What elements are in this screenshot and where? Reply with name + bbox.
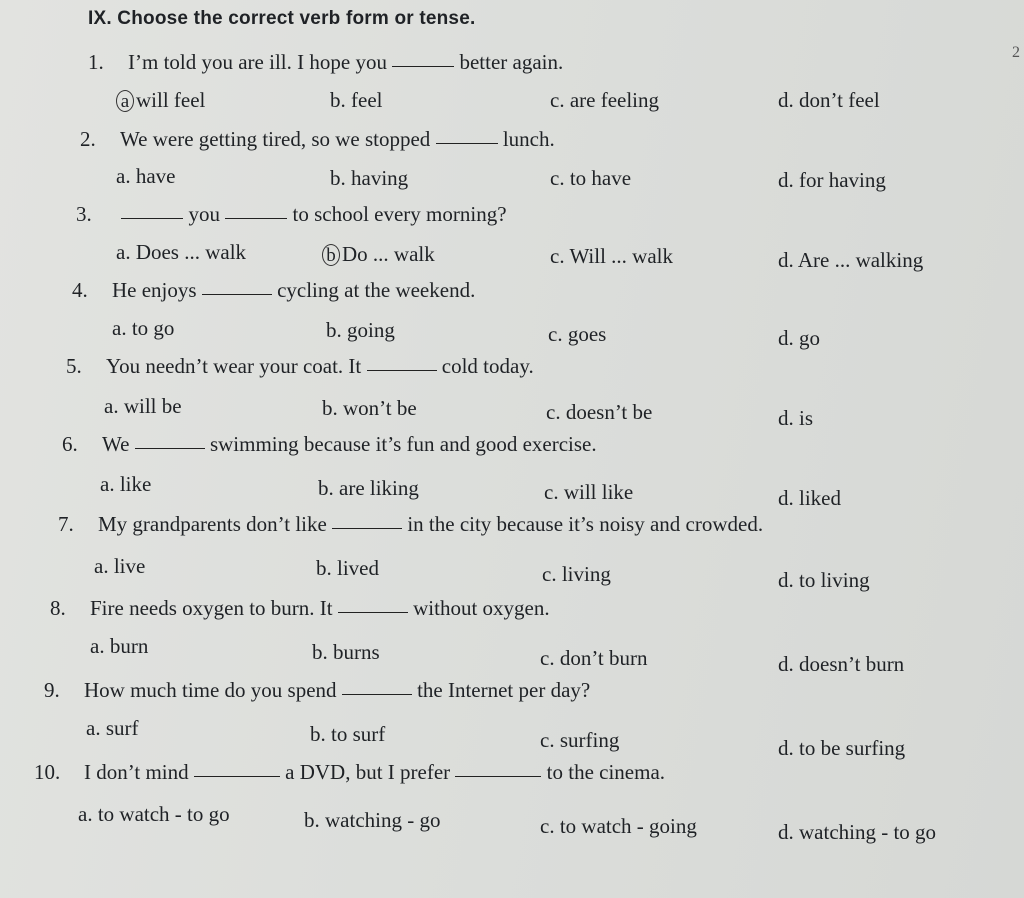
- question-6: [62, 432, 597, 457]
- section-heading: IX. Choose the correct verb form or tense.: [88, 8, 476, 29]
- option-b[interactable]: b. won’t be: [322, 396, 417, 420]
- option-c[interactable]: c. living: [542, 562, 611, 586]
- option-a[interactable]: a. live: [94, 554, 146, 578]
- option-a[interactable]: a. to go: [112, 316, 175, 340]
- answer-blank: [455, 776, 541, 777]
- circled-answer-mark: a: [116, 90, 134, 112]
- question-text: the Internet per day?: [417, 678, 591, 702]
- question-text: cold today.: [441, 354, 534, 378]
- answer-blank: [332, 528, 402, 529]
- question-number: 7.: [58, 512, 74, 536]
- option-d[interactable]: d. to living: [778, 568, 870, 592]
- question-text: you: [188, 202, 220, 226]
- option-d[interactable]: d. is: [778, 406, 814, 430]
- answer-blank: [225, 218, 287, 219]
- option-a[interactable]: a. have: [116, 164, 176, 188]
- question-number: 2.: [80, 127, 96, 151]
- option-b[interactable]: b. going: [326, 318, 395, 342]
- option-a[interactable]: a. like: [100, 472, 152, 496]
- question-10: [34, 760, 665, 785]
- option-b[interactable]: b. feel: [330, 88, 383, 112]
- option-text: Do ... walk: [342, 242, 435, 266]
- question-text: I don’t mind: [84, 760, 189, 784]
- question-text: swimming because it’s fun and good exercise.: [209, 432, 597, 456]
- answer-blank: [121, 218, 183, 219]
- option-b[interactable]: [322, 242, 435, 267]
- option-d[interactable]: d. watching - to go: [778, 820, 937, 844]
- option-c[interactable]: c. will like: [544, 480, 634, 504]
- option-a[interactable]: a. burn: [90, 634, 149, 658]
- option-b[interactable]: b. are liking: [318, 476, 419, 500]
- answer-blank: [135, 448, 205, 449]
- option-b[interactable]: b. to surf: [310, 722, 386, 746]
- question-text: You needn’t wear your coat. It: [106, 354, 362, 378]
- question-text: in the city because it’s noisy and crowded.: [407, 512, 764, 536]
- option-d[interactable]: d. go: [778, 326, 820, 350]
- option-b[interactable]: b. having: [330, 166, 409, 190]
- question-text: to the cinema.: [546, 760, 666, 784]
- circled-answer-mark: b: [322, 244, 340, 266]
- answer-blank: [194, 776, 280, 777]
- option-b[interactable]: b. lived: [316, 556, 379, 580]
- question-7: [58, 512, 763, 537]
- question-number: 8.: [50, 596, 66, 620]
- option-d[interactable]: d. liked: [778, 486, 841, 510]
- option-b[interactable]: b. watching - go: [304, 808, 441, 832]
- question-number: 1.: [88, 50, 104, 74]
- question-2: [80, 127, 555, 152]
- question-5: [66, 354, 534, 379]
- question-text: I’m told you are ill. I hope you: [128, 50, 387, 74]
- answer-blank: [338, 612, 408, 613]
- option-b[interactable]: b. burns: [312, 640, 380, 664]
- answer-blank: [392, 66, 454, 67]
- option-c[interactable]: c. to watch - going: [540, 814, 697, 838]
- option-c[interactable]: c. goes: [548, 322, 607, 346]
- option-a[interactable]: [116, 88, 205, 113]
- question-text: lunch.: [502, 127, 555, 151]
- question-number: 3.: [76, 202, 92, 226]
- question-number: 6.: [62, 432, 78, 456]
- option-a[interactable]: a. will be: [104, 394, 182, 418]
- question-1: [88, 50, 563, 75]
- question-text: to school every morning?: [292, 202, 507, 226]
- page-mark: 2: [1012, 44, 1020, 61]
- option-d[interactable]: d. to be surfing: [778, 736, 906, 760]
- question-text: better again.: [459, 50, 564, 74]
- answer-blank: [342, 694, 412, 695]
- question-number: 4.: [72, 278, 88, 302]
- option-c[interactable]: c. don’t burn: [540, 646, 648, 670]
- answer-blank: [202, 294, 272, 295]
- option-c[interactable]: c. Will ... walk: [550, 244, 673, 268]
- option-d[interactable]: d. doesn’t burn: [778, 652, 905, 676]
- option-c[interactable]: c. to have: [550, 166, 632, 190]
- option-text: will feel: [136, 88, 206, 112]
- option-a[interactable]: a. to watch - to go: [78, 802, 230, 826]
- option-c[interactable]: c. are feeling: [550, 88, 660, 112]
- question-text: cycling at the weekend.: [277, 278, 476, 302]
- question-4: [72, 278, 475, 303]
- question-text: a DVD, but I prefer: [285, 760, 451, 784]
- option-d[interactable]: d. don’t feel: [778, 88, 880, 112]
- question-text: We: [102, 432, 130, 456]
- option-a[interactable]: a. Does ... walk: [116, 240, 247, 264]
- question-text: We were getting tired, so we stopped: [120, 127, 431, 151]
- question-number: 5.: [66, 354, 82, 378]
- option-d[interactable]: d. for having: [778, 168, 886, 192]
- option-c[interactable]: c. surfing: [540, 728, 620, 752]
- answer-blank: [367, 370, 437, 371]
- question-text: How much time do you spend: [84, 678, 337, 702]
- option-d[interactable]: d. Are ... walking: [778, 248, 924, 272]
- question-3: [76, 202, 507, 227]
- question-9: [44, 678, 590, 703]
- question-8: [50, 596, 550, 621]
- question-number: 10.: [34, 760, 61, 784]
- question-text: Fire needs oxygen to burn. It: [90, 596, 333, 620]
- option-c[interactable]: c. doesn’t be: [546, 400, 653, 424]
- question-number: 9.: [44, 678, 60, 702]
- option-a[interactable]: a. surf: [86, 716, 139, 740]
- question-text: He enjoys: [112, 278, 197, 302]
- answer-blank: [436, 143, 498, 144]
- question-text: without oxygen.: [413, 596, 550, 620]
- question-text: My grandparents don’t like: [98, 512, 327, 536]
